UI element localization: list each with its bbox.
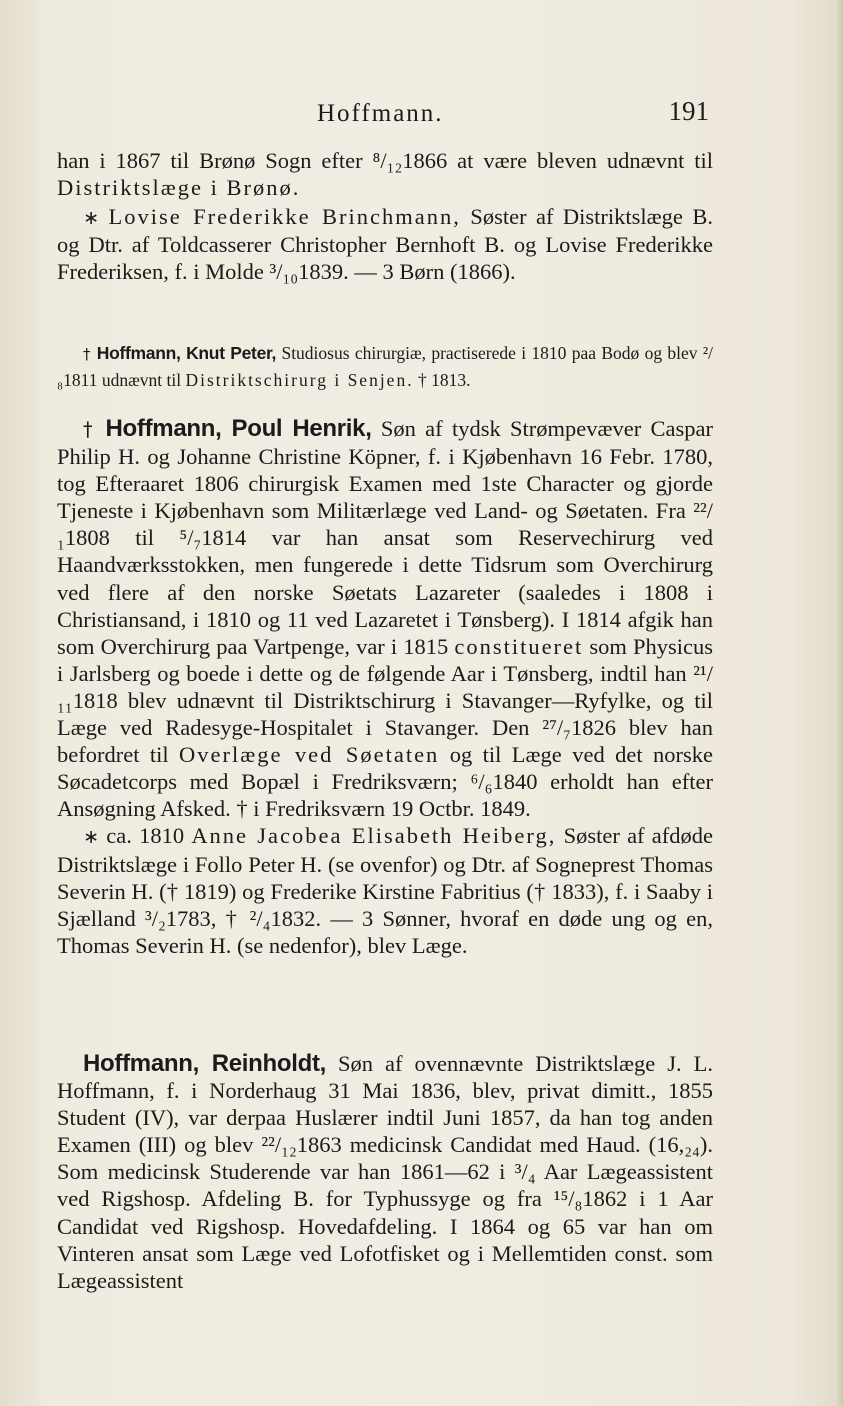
paragraph-lovise bbox=[57, 203, 713, 285]
spouse-marker: ∗ bbox=[83, 825, 100, 849]
death-marker: † bbox=[83, 418, 97, 441]
page-header bbox=[55, 96, 715, 136]
spouse-marker: ∗ bbox=[83, 206, 100, 229]
paragraph-text: Søn af ovennævnte Distriktslæge J. L. Hoffmann, f. i Norderhaug 31 Mai 1836, blev, privat dimitt., 1855 Student (IV), var derpaa Huslærer indtil Juni 1857, da han tog anden Examen (III) og blev ²²/₁₂1863 medicinsk Candidat med Haud. (16,₂₄). Som medicinsk Studerende var han 1861—62 i ³/₄ Aar Lægeassistent ved Rigshosp. Afdeling B. for Typhussyge og fra ¹⁵/₈1862 i 1 Aar Candidat ved Rigshosp. Hovedafdeling. I 1864 og 65 var han om Vinteren ansat som Læge ved Lofotfisket og i Mellemtiden const. som Lægeassistent bbox=[57, 1051, 713, 1293]
emphasized-text: constitueret bbox=[454, 633, 584, 659]
paragraph-text: Søster af Distriktslæge B. og Dtr. af Toldcasserer Christopher Bernhoft B. og Lovise Frederikke Frederiksen, f. i Molde ³/₁₀1839. — 3 Børn (1866). bbox=[57, 204, 713, 285]
paragraph-text-2: som Physicus i Jarlsberg og boede i dette og de følgende Aar i Tønsberg, indtil han ²¹/₁₁1818 blev udnævnt til Distriktschirurg i Stavanger—Ryfylke, og til Læge ved Radesyge-Hospitalet i Stavanger. Den ²⁷/₇1826 blev han befordret til bbox=[57, 633, 713, 768]
paragraph-tail: † 1813. bbox=[413, 370, 471, 390]
entry-reinholdt bbox=[57, 1050, 713, 1294]
spouse-name: Lovise Frederikke Brinchmann, bbox=[108, 204, 461, 229]
entry-knut-peter bbox=[57, 340, 713, 393]
paragraph-brono bbox=[57, 147, 713, 201]
paragraph-text: Søn af tydsk Strømpevæver Caspar Philip H. og Johanne Christine Köpner, f. i Kjøbenhavn 16 Febr. 1780, tog Efteraaret 1806 chirurgisk Examen med 1ste Character og gjorde Tjeneste i Kjøbenhavn som Militærlæge ved Land- og Søetaten. Fra ²²/₁1808 til ⁵/₇1814 var han ansat som Reservechirurg ved Haandværksstokken, men fungerede i dette Tidsrum som Overchirurg ved flere af den norske Søetats Lazareter (saaledes i 1808 i Christiansand, i 1810 og 11 ved Lazaretet i Tønsberg). I 1814 afgik han som Overchirurg paa Vartpenge, var i 1815 bbox=[57, 416, 713, 659]
paragraph-text: Studiosus chirurgiæ, practiserede i 1810 paa Bodø og blev ²/₈1811 udnævnt til bbox=[57, 343, 714, 390]
paragraph-text: ca. 1810 bbox=[99, 823, 192, 849]
paragraph-text: han i 1867 til Brønø Sogn efter ⁸/₁₂1866 at være bleven udnævnt til bbox=[57, 148, 713, 173]
running-title: Hoffmann. bbox=[317, 100, 444, 127]
paragraph-text-3: og til Læge ved det norske Søcadetcorps med Bopæl i Fredriksværn; ⁶/₆1840 erholdt han efter Ansøgning Afsked. † i Fredriksværn 19 Octbr. 1849. bbox=[57, 742, 713, 822]
death-marker: † bbox=[83, 345, 92, 363]
paragraph-tail: Søster af afdøde Distriktslæge i Follo Peter H. (se ovenfor) og Dtr. af Sogneprest Thomas Severin H. († 1819) og Frederike Kirstine Fabritius († 1833), f. i Saaby i Sjælland ³/₂1783, † ²/₄1832. — 3 Sønner, hvoraf en døde ung og en, Thomas Severin H. (se nedenfor), blev Læge. bbox=[57, 823, 713, 958]
entry-poul-henrik bbox=[57, 415, 713, 959]
entry-name: Hoffmann, Poul Henrik, bbox=[105, 415, 372, 442]
emphasized-text-2: Overlæge ved Søetaten bbox=[179, 742, 440, 768]
entry-name: Hoffmann, Knut Peter, bbox=[96, 343, 277, 363]
page-number: 191 bbox=[668, 96, 709, 126]
emphasized-text: Distriktschirurg i Senjen. bbox=[185, 370, 414, 390]
page-edge bbox=[837, 0, 843, 1406]
emphasized-text: Distriktslæge i Brønø. bbox=[57, 175, 301, 201]
paragraph-anne-jacobea bbox=[57, 822, 713, 958]
entry-name: Hoffmann, Reinholdt, bbox=[83, 1050, 327, 1077]
spouse-name: Anne Jacobea Elisabeth Heiberg, bbox=[191, 823, 557, 849]
